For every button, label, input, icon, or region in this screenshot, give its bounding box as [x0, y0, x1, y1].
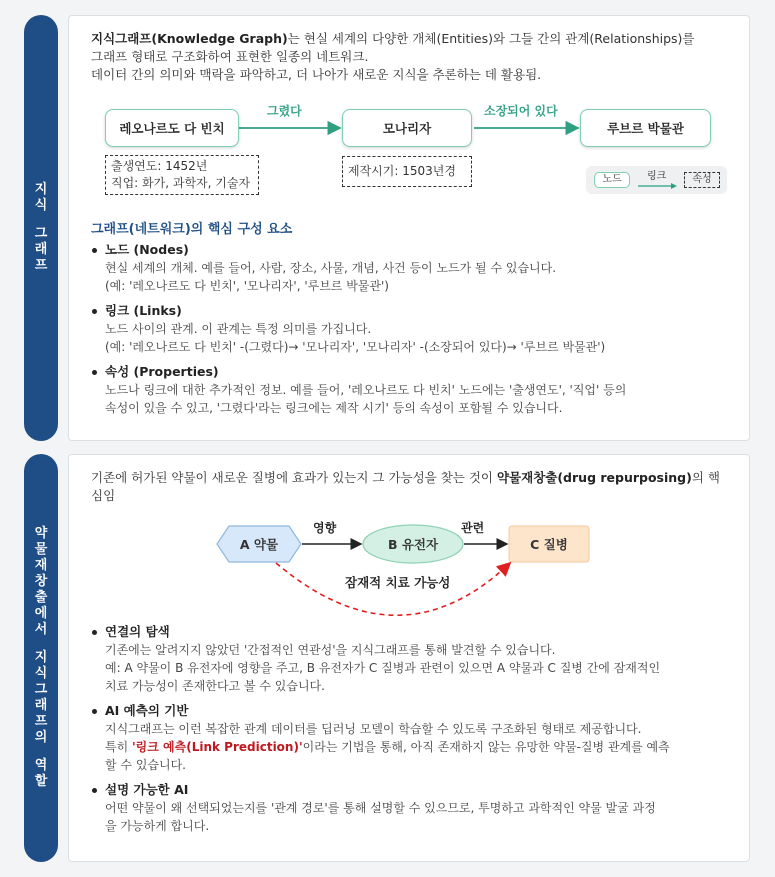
tab-char: 의 [34, 730, 48, 745]
point-line [105, 738, 741, 756]
kg-term: 지식그래프(Knowledge Graph) [91, 31, 288, 46]
tab-char: 프 [34, 714, 48, 729]
point-title: 연결의 탐색 [105, 624, 170, 639]
list-item-properties [91, 363, 741, 417]
tab-char: 그 [34, 682, 48, 697]
point-line: 예: A 약물이 B 유전자에 영향을 주고, B 유전자가 C 질병과 관련이 있으면 A 약물과 C 질병 간에 잠재적인 [105, 661, 661, 675]
edge-label-related: 관련 [461, 521, 485, 535]
kg-elements-title: 그래프(네트워크)의 핵심 구성 요소 [91, 222, 293, 237]
point-title: 노드 (Nodes) [105, 242, 189, 257]
section-tab-knowledge-graph [24, 15, 58, 441]
kg-intro-line2: 그래프 형태로 구조화하여 표현한 일종의 네트워크. [91, 49, 369, 64]
edge-label-affects: 영향 [313, 521, 337, 535]
point-line: 할 수 있습니다. [105, 758, 186, 772]
legend-prop: 속성 [684, 172, 720, 188]
point-line: 치료 가능성이 존재한다고 볼 수 있습니다. [105, 679, 325, 693]
point-line: (예: '레오나르도 다 빈치', '모나리자', '루브르 박물관') [105, 279, 389, 293]
point-title: AI 예측의 기반 [105, 703, 189, 718]
edge-label-housed: 소장되어 있다 [484, 104, 558, 118]
tab-char: 래 [34, 242, 48, 257]
point-line: (예: '레오나르도 다 빈치' -(그렸다)→ '모나리자', '모나리자' -(소장되어 있다)→ '루브르 박물관') [105, 340, 606, 354]
point-line: 을 가능하게 합니다. [105, 819, 210, 833]
tab-char: 서 [34, 622, 48, 637]
gene-node: B 유전자 [387, 537, 439, 552]
drug-repurposing-panel [68, 454, 750, 862]
dr-term: 약물재창출(drug repurposing) [496, 470, 692, 485]
kg-intro [91, 30, 736, 84]
point-line: 어떤 약물이 왜 선택되었는지를 '관계 경로'를 통해 설명할 수 있으므로, 투명하고 과학적인 약물 발굴 과정 [105, 801, 656, 815]
list-item-explainable-ai [91, 781, 741, 835]
tab-char: 재 [34, 558, 48, 573]
list-item-connection-search [91, 623, 741, 695]
point-title: 속성 (Properties) [105, 364, 219, 379]
drug-node: A 약물 [239, 537, 279, 552]
dr-points-list [91, 623, 741, 842]
dr-intro-pre: 기존에 허가된 약물이 새로운 질병에 효과가 있는지 그 가능성을 찾는 것이 [91, 470, 497, 485]
section-tab-drug-repurposing [24, 454, 58, 862]
disease-node: C 질병 [530, 537, 568, 552]
tab-char: 지 [34, 650, 48, 665]
prop-box-davinci [105, 155, 259, 195]
point-line: 노드 사이의 관계. 이 관계는 특정 의미를 가집니다. [105, 322, 372, 336]
prop-occupation: 직업: 화가, 과학자, 기술자 [111, 176, 251, 190]
node-davinci: 레오나르도 다 빈치 [105, 109, 239, 147]
kg-intro-line3: 데이터 간의 의미와 맥락을 파악하고, 더 나아가 새로운 지식을 추론하는 데 활용됨. [91, 67, 542, 82]
point-title: 설명 가능한 AI [105, 782, 189, 797]
kg-intro-line1: 는 현실 세계의 다양한 개체(Entities)와 그들 간의 관계(Relationships)를 [287, 31, 695, 46]
legend-node: 노드 [594, 172, 630, 188]
list-item-links [91, 302, 741, 356]
dr-intro-post: 의 핵심임 [91, 470, 720, 503]
node-louvre: 루브르 박물관 [580, 109, 711, 147]
line-pre: 특히 [105, 740, 132, 754]
tab-char: 그 [34, 226, 48, 241]
tab-char: 지 [34, 182, 48, 197]
tab-char: 에 [34, 606, 48, 621]
list-item-nodes [91, 241, 741, 295]
node-monalisa: 모나리자 [342, 109, 472, 147]
legend-link-arrow-icon [638, 182, 678, 190]
line-post: 이라는 기법을 통해, 아직 존재하지 않는 유망한 약물-질병 관계를 예측 [302, 740, 670, 754]
dr-intro [91, 469, 731, 505]
kg-elements-list [91, 241, 741, 424]
prop-creation-period: 제작시기: 1503년경 [348, 164, 456, 178]
point-line: 지식그래프는 이런 복잡한 관계 데이터를 딥러닝 모델이 학습할 수 있도록 구조화된 형태로 제공합니다. [105, 722, 642, 736]
latent-therapy-label: 잠재적 치료 가능성 [345, 575, 451, 590]
tab-char: 역 [34, 758, 48, 773]
tab-char: 출 [34, 590, 48, 605]
prop-birth-year: 출생연도: 1452년 [111, 159, 208, 173]
link-prediction-highlight: '링크 예측(Link Prediction)' [132, 740, 303, 754]
tab-char: 식 [34, 666, 48, 681]
kg-legend [586, 166, 727, 194]
tab-char: 물 [34, 542, 48, 557]
knowledge-graph-panel [68, 15, 750, 441]
point-line: 속성이 있을 수 있고, '그렸다'라는 링크에는 제작 시기' 등의 속성이 포함될 수 있습니다. [105, 401, 563, 415]
list-item-ai-prediction [91, 702, 741, 774]
tab-char: 프 [34, 258, 48, 273]
prop-box-monalisa [342, 156, 472, 187]
tab-char: 래 [34, 698, 48, 713]
tab-char: 약 [34, 526, 48, 541]
tab-char: 식 [34, 198, 48, 213]
tab-char: 할 [34, 774, 48, 789]
tab-char: 창 [34, 574, 48, 589]
point-title: 링크 (Links) [105, 303, 182, 318]
point-line: 현실 세계의 개체. 예를 들어, 사람, 장소, 사물, 개념, 사건 등이 노드가 될 수 있습니다. [105, 261, 557, 275]
legend-link: 링크 [647, 171, 667, 182]
point-line: 노드나 링크에 대한 추가적인 정보. 예를 들어, '레오나르도 다 빈치' 노드에는 '출생연도', '직업' 등의 [105, 383, 627, 397]
edge-label-drew: 그렸다 [267, 104, 302, 118]
point-line: 기존에는 알려지지 않았던 '간접적인 연관성'을 지식그래프를 통해 발견할 수 있습니다. [105, 643, 556, 657]
